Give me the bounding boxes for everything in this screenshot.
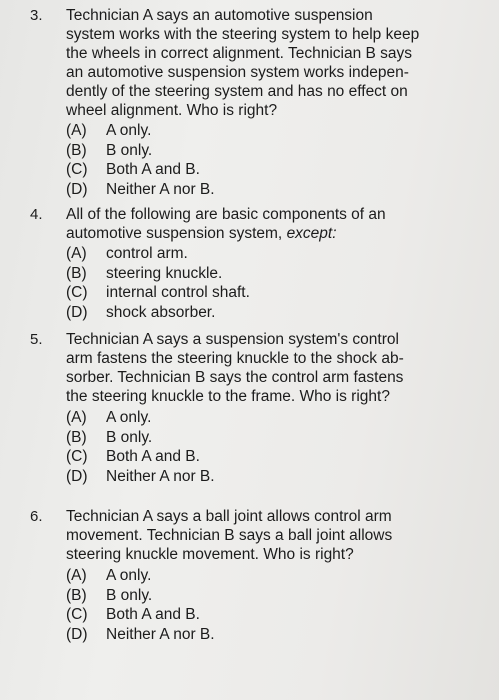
option-text: A only. [106, 122, 152, 139]
question-number: 6. [30, 508, 43, 525]
answer-options [30, 244, 470, 322]
option-text: B only. [106, 141, 153, 159]
option-c [66, 160, 470, 180]
option-letter: (B) [66, 586, 87, 604]
stem-line: All of the following are basic components of an [66, 206, 386, 223]
stem-line: the steering knuckle to the frame. Who is right? [66, 388, 390, 405]
option-c [66, 605, 470, 625]
option-a [66, 244, 470, 264]
option-b [66, 586, 470, 606]
answer-options [30, 121, 470, 199]
option-letter: (C) [66, 161, 88, 179]
option-letter: (A) [66, 245, 87, 262]
stem-line: dently of the steering system and has no effect on [66, 83, 408, 100]
option-text: Neither A nor B. [106, 625, 215, 643]
option-d [66, 180, 470, 200]
option-letter: (B) [66, 141, 87, 159]
option-letter: (C) [66, 284, 88, 302]
stem-line [66, 224, 446, 243]
question-stem [66, 6, 446, 120]
option-text: Neither A nor B. [106, 467, 215, 485]
question-6 [30, 507, 470, 644]
stem-emphasis: except: [286, 225, 337, 242]
answer-options [30, 566, 470, 644]
stem-line-text: automotive suspension system, [66, 225, 283, 242]
option-letter: (D) [66, 180, 88, 198]
option-d [66, 467, 470, 487]
option-text: Both A and B. [106, 448, 200, 466]
option-text: Both A and B. [106, 606, 200, 624]
question-5 [30, 330, 470, 486]
stem-line: arm fastens the steering knuckle to the shock ab- [66, 350, 404, 367]
option-b [66, 264, 470, 284]
option-text: A only. [106, 409, 152, 426]
option-text: Both A and B. [106, 161, 200, 179]
option-d [66, 303, 470, 323]
option-a [66, 408, 470, 428]
option-a [66, 121, 470, 141]
option-c [66, 283, 470, 303]
option-letter: (A) [66, 409, 87, 426]
option-text: B only. [106, 428, 153, 446]
option-letter: (A) [66, 567, 87, 584]
stem-line: Technician A says a suspension system's control [66, 331, 399, 348]
option-letter: (B) [66, 264, 87, 282]
option-text: B only. [106, 586, 153, 604]
option-letter: (C) [66, 606, 88, 624]
answer-options [30, 408, 470, 486]
stem-line: an automotive suspension system works indepen- [66, 64, 409, 81]
option-b [66, 141, 470, 161]
option-letter: (A) [66, 122, 87, 139]
question-stem [66, 507, 446, 564]
stem-line: Technician A says a ball joint allows control arm [66, 508, 392, 525]
question-stem [66, 205, 446, 243]
option-text: internal control shaft. [106, 284, 250, 302]
option-letter: (D) [66, 303, 88, 321]
option-text: A only. [106, 567, 152, 584]
stem-line: movement. Technician B says a ball joint allows [66, 527, 393, 544]
option-text: shock absorber. [106, 303, 216, 321]
question-number: 3. [30, 7, 43, 24]
option-letter: (D) [66, 467, 88, 485]
question-4 [30, 205, 470, 322]
option-d [66, 625, 470, 645]
question-3 [30, 6, 470, 199]
stem-line: steering knuckle movement. Who is right? [66, 546, 354, 563]
option-letter: (D) [66, 625, 88, 643]
question-stem [66, 330, 446, 406]
option-b [66, 428, 470, 448]
option-a [66, 566, 470, 586]
stem-line: Technician A says an automotive suspension [66, 7, 373, 24]
option-letter: (B) [66, 428, 87, 446]
option-text: steering knuckle. [106, 264, 223, 282]
option-text: Neither A nor B. [106, 180, 215, 198]
question-number: 5. [30, 331, 43, 348]
stem-line: the wheels in correct alignment. Technician B says [66, 45, 413, 62]
option-c [66, 447, 470, 467]
stem-line: sorber. Technician B says the control arm fastens [66, 369, 404, 386]
question-number: 4. [30, 206, 43, 223]
stem-line: wheel alignment. Who is right? [66, 102, 278, 119]
option-letter: (C) [66, 448, 88, 466]
stem-line: system works with the steering system to help keep [66, 26, 420, 43]
option-text: control arm. [106, 245, 188, 262]
